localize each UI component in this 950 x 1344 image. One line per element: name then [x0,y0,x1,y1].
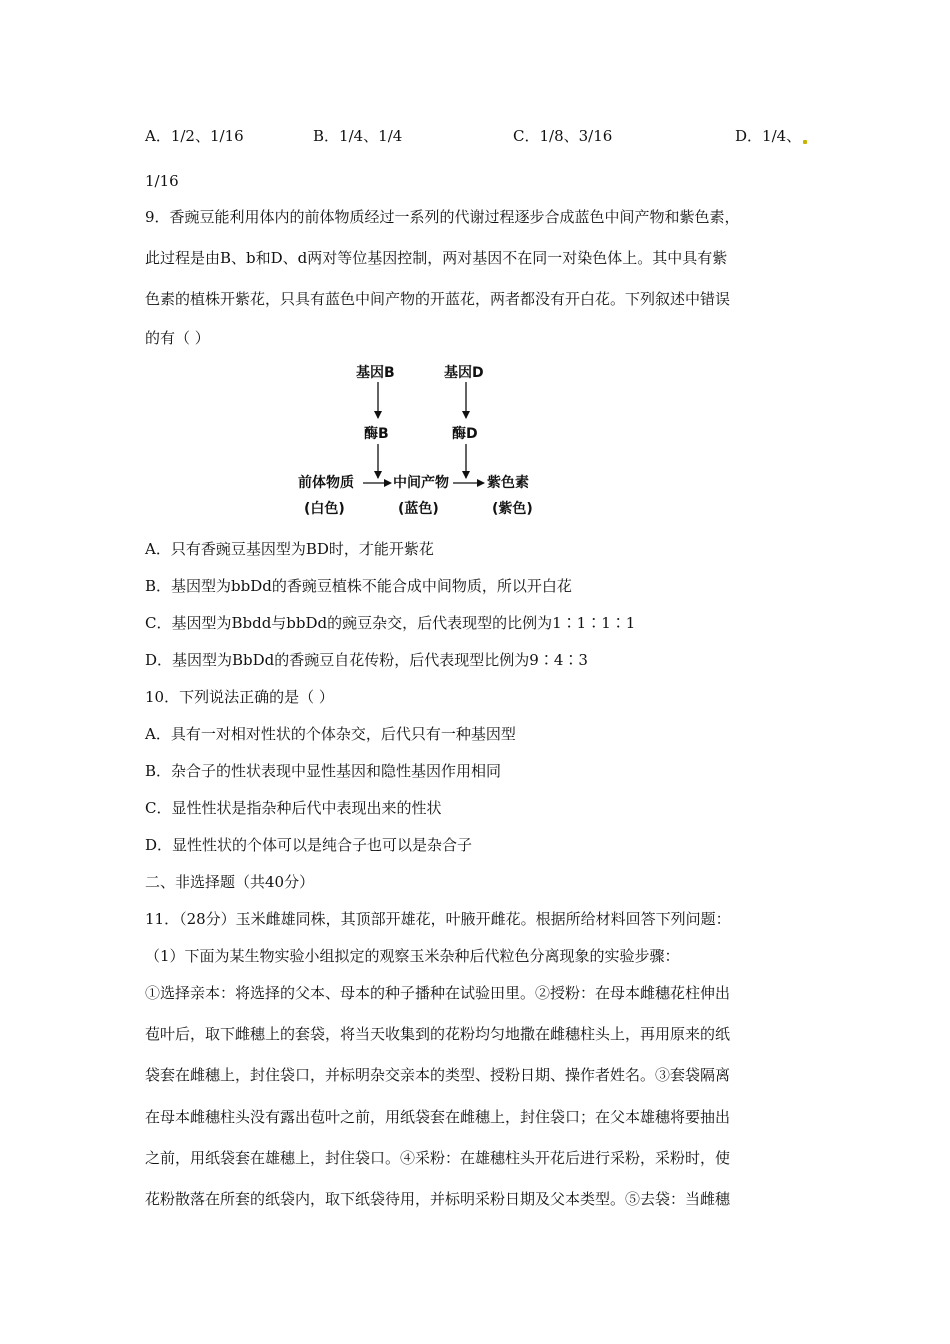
q10-option-c: C．显性性状是指杂种后代中表现出来的性状 [145,799,442,817]
q8-option-c: C．1/8、3/16 [513,127,613,145]
q11-body-line: ①选择亲本：将选择的父本、母本的种子播种在试验田里。②授粉：在母本雌穗花柱伸出 [145,984,731,1002]
intermediate-label: 中间产物 [393,475,449,491]
pigment-color-label: (紫色) [492,501,533,517]
q9-stem-line: 9．香豌豆能利用体内的前体物质经过一系列的代谢过程逐步合成蓝色中间产物和紫色素， [145,208,740,226]
q11-body-line: 花粉散落在所套的纸袋内，取下纸袋待用，并标明采粉日期及父本类型。⑤去袋：当雌穗 [145,1190,731,1208]
q11-body-line: 苞叶后，取下雌穗上的套袋，将当天收集到的花粉均匀地撒在雌穗柱头上，再用原来的纸 [145,1025,731,1043]
precursor-label: 前体物质 [298,475,354,491]
intermediate-color-label: (蓝色) [398,501,439,517]
enzyme-d-label: 酶D [452,426,478,442]
q9-stem-line: 色素的植株开紫花，只具有蓝色中间产物的开蓝花，两者都没有开白花。下列叙述中错误 [145,290,731,308]
q9-option-a: A．只有香豌豆基因型为BD时，才能开紫花 [145,540,434,558]
q10-option-a: A．具有一对相对性状的个体杂交，后代只有一种基因型 [145,725,516,743]
gene-b-label: 基因B [356,365,395,381]
enzyme-b-label: 酶B [364,426,389,442]
precursor-color-label: (白色) [304,501,345,517]
q8-option-d-continuation: 1/16 [145,172,179,190]
q10-option-b: B．杂合子的性状表现中显性基因和隐性基因作用相同 [145,762,502,780]
q8-option-a: A．1/2、1/16 [145,127,244,145]
q11-body-line: 袋套在雌穗上，封住袋口，并标明杂交亲本的类型、授粉日期、操作者姓名。③套袋隔离 [145,1066,731,1084]
gene-d-label: 基因D [444,365,484,381]
q8-option-d: D．1/4、 [735,127,802,145]
q9-stem-line: 此过程是由B、b和D、d两对等位基因控制，两对基因不在同一对染色体上。其中具有紫 [145,249,728,267]
q11-body-line: 之前，用纸袋套在雄穗上，封住袋口。④采粉：在雄穗柱头开花后进行采粉，采粉时，使 [145,1149,731,1167]
q9-option-c: C．基因型为Bbdd与bbDd的豌豆杂交，后代表现型的比例为1∶1∶1∶1 [145,614,636,632]
pigment-label: 紫色素 [487,475,529,491]
q9-option-d: D．基因型为BbDd的香豌豆自花传粉，后代表现型比例为9∶4∶3 [145,651,588,669]
q8-option-b: B．1/4、1/4 [313,127,403,145]
stray-dot-mark [803,140,807,144]
q9-stem-line: 的有（ ） [145,329,210,347]
q11-body-line: 在母本雌穗柱头没有露出苞叶之前，用纸袋套在雌穗上，封住袋口；在父本雄穗将要抽出 [145,1108,731,1126]
q9-option-b: B．基因型为bbDd的香豌豆植株不能合成中间物质，所以开白花 [145,577,572,595]
q10-option-d: D．显性性状的个体可以是纯合子也可以是杂合子 [145,836,473,854]
q11-part1: （1）下面为某生物实验小组拟定的观察玉米杂种后代粒色分离现象的实验步骤： [145,947,680,965]
q11-stem: 11．（28分）玉米雌雄同株，其顶部开雄花，叶腋开雌花。根据所给材料回答下列问题： [145,910,731,928]
q10-stem: 10．下列说法正确的是（ ） [145,688,334,706]
metabolic-pathway-diagram [280,358,560,530]
section-heading: 二、非选择题（共40分） [145,873,315,891]
